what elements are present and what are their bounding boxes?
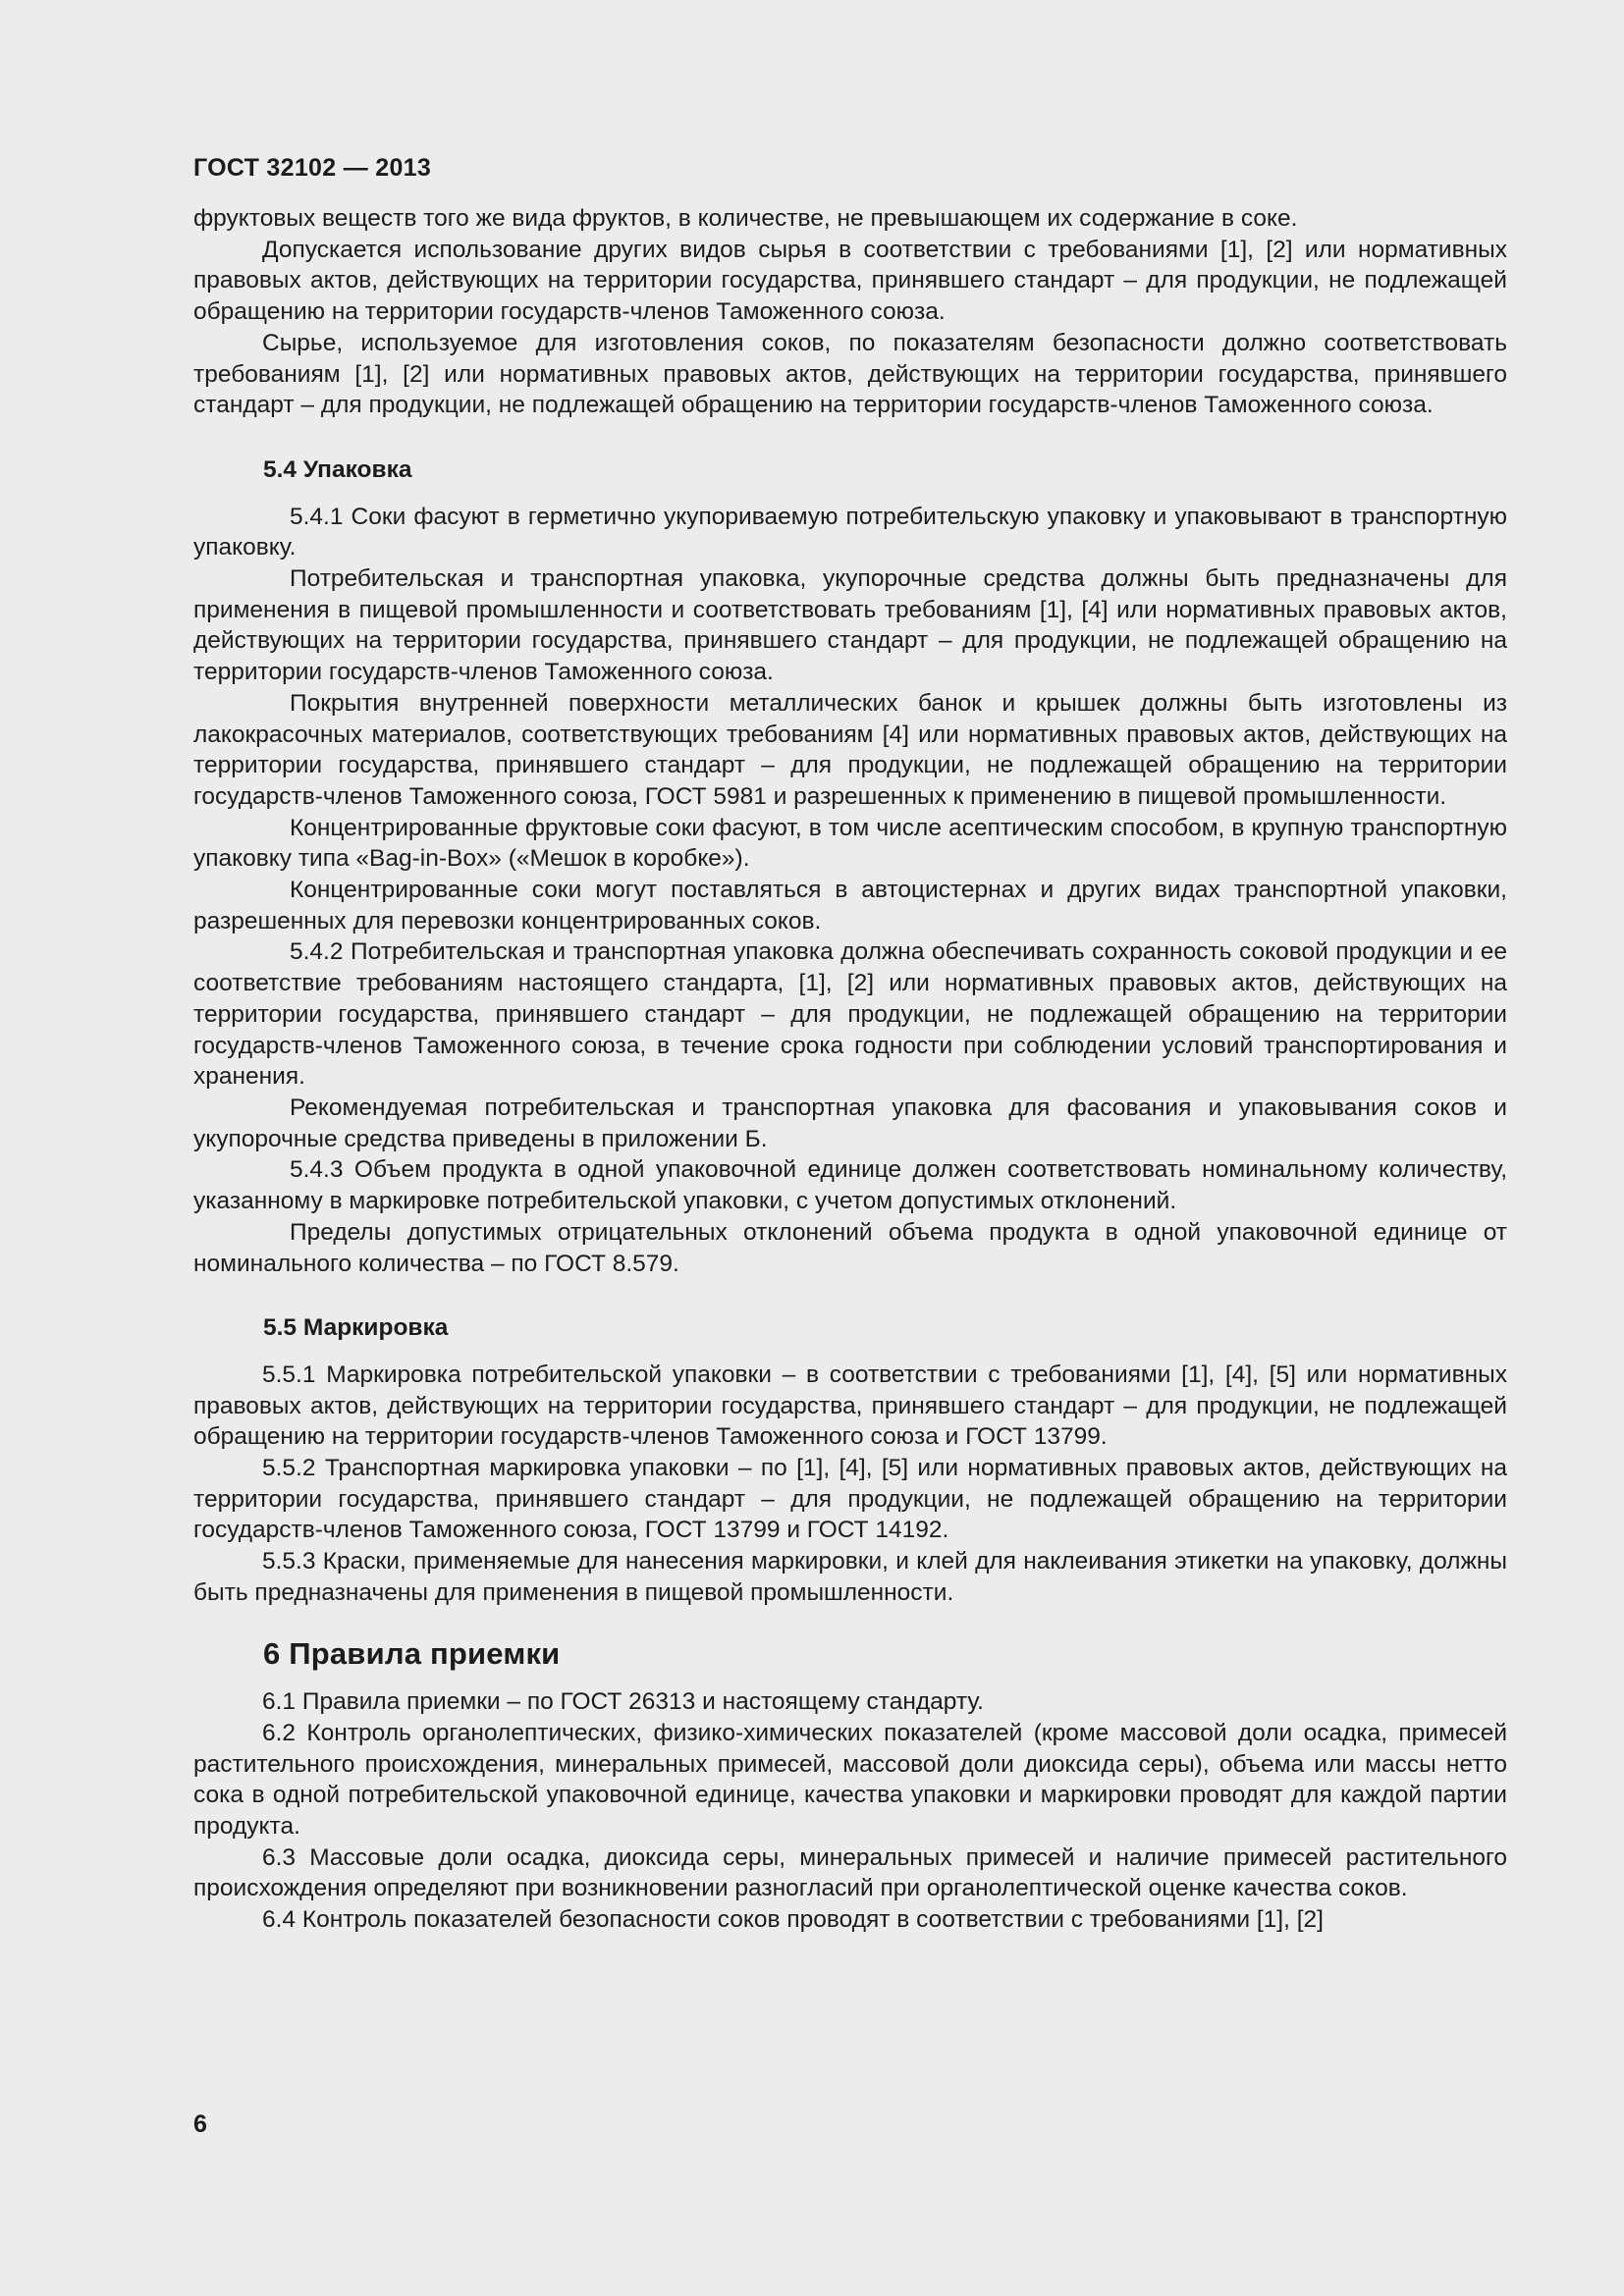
paragraph: Покрытия внутренней поверхности металлических банок и крышек должны быть изготовлены из лакокрасочных материалов, соответствующих требованиям [4] или нормативных правовых актов, действующих на территории государства, принявшего стандарт – для продукции, не подлежащей обращению на территории государств-членов Таможенного союза, ГОСТ 5981 и разрешенных к применению в пищевой промышленности.: [193, 689, 1507, 810]
paragraph: Пределы допустимых отрицательных отклонений объема продукта в одной упаковочной единице от номинального количества – по ГОСТ 8.579.: [193, 1218, 1507, 1277]
document-body: [193, 203, 1507, 1936]
paragraph: 6.4 Контроль показателей безопасности соков проводят в соответствии с требованиями [1], [2]: [262, 1906, 1324, 1934]
page-number: 6: [193, 2110, 207, 2138]
paragraph: 5.4.2 Потребительская и транспортная упаковка должна обеспечивать сохранность соковой продукции и ее соответствие требованиям настоящего стандарта, [1], [2] или нормативных правовых актов, действующих на территории государства, принявшего стандарт – для продукции, не подлежащей обращению на территории государств-членов Таможенного союза, в течение срока годности при соблюдении условий транспортирования и хранения.: [193, 938, 1507, 1091]
paragraph: 5.4.1 Соки фасуют в герметично укупориваемую потребительскую упаковку и упаковывают в транспортную упаковку.: [193, 503, 1507, 561]
section-heading-5-5: 5.5 Маркировка: [263, 1314, 449, 1342]
paragraph: Допускается использование других видов сырья в соответствии с требованиями [1], [2] или нормативных правовых актов, действующих на территории государства, принявшего стандарт – для продукции, не подлежащей обращению на территории государств-членов Таможенного союза.: [193, 236, 1507, 326]
paragraph: фруктовых веществ того же вида фруктов, в количестве, не превышающем их содержание в соке.: [193, 205, 1298, 232]
paragraph: Сырье, используемое для изготовления соков, по показателям безопасности должно соответствовать требованиям [1], [2] или нормативных правовых актов, действующих на территории государства, принявшего стандарт – для продукции, не подлежащей обращению на территории государств-членов Таможенного союза.: [193, 329, 1507, 419]
section-heading-6: 6 Правила приемки: [263, 1635, 561, 1671]
paragraph: Концентрированные соки могут поставляться в автоцистернах и других видах транспортной упаковки, разрешенных для перевозки концентрированных соков.: [193, 877, 1507, 934]
paragraph: Рекомендуемая потребительская и транспортная упаковка для фасования и упаковывания соков и укупорочные средства приведены в приложении Б.: [193, 1094, 1507, 1152]
paragraph: 5.5.2 Транспортная маркировка упаковки – по [1], [4], [5] или нормативных правовых актов, действующих на территории государства, принявшего стандарт – для продукции, не подлежащей обращению на территории государств-членов Таможенного союза, ГОСТ 13799 и ГОСТ 14192.: [193, 1455, 1507, 1544]
section-heading-5-4: 5.4 Упаковка: [263, 455, 412, 483]
paragraph: 5.5.3 Краски, применяемые для нанесения маркировки, и клей для наклеивания этикетки на упаковку, должны быть предназначены для применения в пищевой промышленности.: [193, 1548, 1507, 1606]
paragraph: 6.1 Правила приемки – по ГОСТ 26313 и настоящему стандарту.: [262, 1688, 984, 1716]
paragraph: 5.4.3 Объем продукта в одной упаковочной единице должен соответствовать номинальному количеству, указанному в маркировке потребительской упаковки, с учетом допустимых отклонений.: [193, 1156, 1507, 1215]
paragraph: 6.2 Контроль органолептических, физико-химических показателей (кроме массовой доли осадка, примесей растительного происхождения, минеральных примесей, массовой доли диоксида серы), объема или массы нетто сока в одной потребительской упаковочной единице, качества упаковки и маркировки проводят для каждой партии продукта.: [193, 1719, 1507, 1841]
paragraph: 5.5.1 Маркировка потребительской упаковки – в соответствии с требованиями [1], [4], [5] или нормативных правовых актов, действующих на территории государства, принявшего стандарт – для продукции, не подлежащей обращению на территории государств-членов Таможенного союза и ГОСТ 13799.: [193, 1361, 1507, 1451]
document-code-header: ГОСТ 32102 — 2013: [193, 154, 432, 182]
paragraph: Концентрированные фруктовые соки фасуют, в том числе асептическим способом, в крупную транспортную упаковку типа «Bag-in-Box» («Мешок в коробке»).: [193, 814, 1507, 873]
document-page: [193, 0, 1507, 2296]
paragraph: 6.3 Массовые доли осадка, диоксида серы, минеральных примесей и наличие примесей растительного происхождения определяют при возникновении разногласий при органолептической оценке качества соков.: [193, 1843, 1507, 1902]
paragraph: Потребительская и транспортная упаковка, укупорочные средства должны быть предназначены для применения в пищевой промышленности и соответствовать требованиям [1], [4] или нормативных правовых актов, действующих на территории государства, принявшего стандарт – для продукции, не подлежащей обращению на территории государств-членов Таможенного союза.: [193, 565, 1507, 686]
